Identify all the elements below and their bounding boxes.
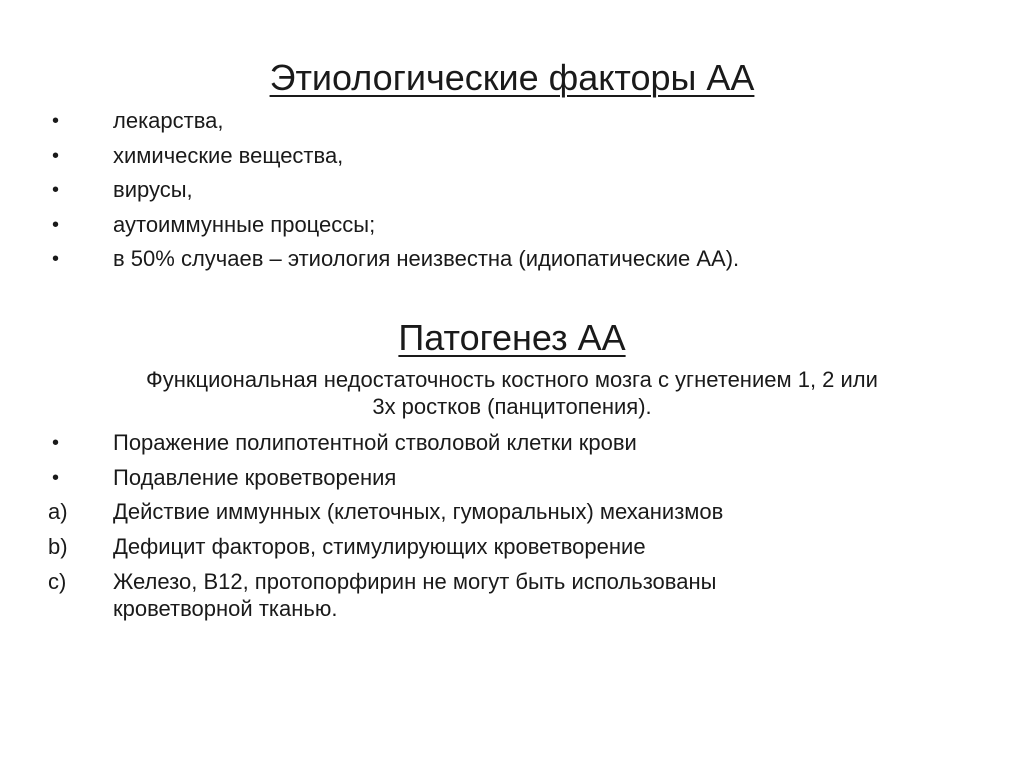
letter-marker: c) (48, 569, 67, 594)
list-item-text: химические вещества, (113, 142, 344, 168)
bullet-marker: • (52, 466, 60, 489)
list-item (0, 461, 1024, 496)
list-item-text: Дефицит факторов, стимулирующих кроветворение (113, 533, 646, 559)
bullet-marker: • (52, 213, 60, 236)
letter-marker: b) (48, 533, 68, 559)
list-item (0, 104, 1024, 139)
subtitle-line-1: Функциональная недостаточность костного мозга с угнетением 1, 2 или (146, 367, 878, 392)
list-item (0, 242, 1024, 277)
subtitle-line-2: 3х ростков (панцитопения). (372, 394, 652, 419)
list-item (0, 426, 1024, 461)
list-item-text: Подавление кроветворения (113, 464, 397, 490)
list-item (0, 564, 1024, 622)
list-item (0, 173, 1024, 208)
bullet-marker: • (52, 179, 60, 201)
list-item-text: Поражение полипотентной стволовой клетки крови (113, 430, 637, 455)
list-item (0, 208, 1024, 243)
list-item-text: в 50% случаев – этиология неизвестна (идиопатические АА). (113, 246, 740, 271)
pathogenesis-list (0, 426, 1024, 622)
list-item-text: вирусы, (113, 177, 193, 202)
bullet-marker: • (52, 432, 60, 454)
list-item-text-line-2: кроветворной тканью. (113, 596, 338, 621)
list-item (0, 530, 1024, 565)
bullet-marker: • (52, 144, 60, 167)
list-item-text: Действие иммунных (клеточных, гуморальных) механизмов (113, 499, 724, 524)
pathogenesis-subtitle (0, 366, 1024, 420)
pathogenesis-title: Патогенез АА (398, 317, 626, 358)
bullet-marker: • (52, 248, 60, 270)
etiology-title: Этиологические факторы АА (269, 57, 755, 98)
list-item-text: лекарства, (113, 108, 224, 133)
etiology-list (0, 104, 1024, 277)
letter-marker: a) (48, 499, 68, 524)
list-item (0, 139, 1024, 174)
list-item (0, 495, 1024, 530)
bullet-marker: • (52, 110, 60, 132)
list-item-text-line-1: Железо, В12, протопорфирин не могут быть использованы (113, 569, 717, 594)
list-item-text: аутоиммунные процессы; (113, 211, 376, 237)
